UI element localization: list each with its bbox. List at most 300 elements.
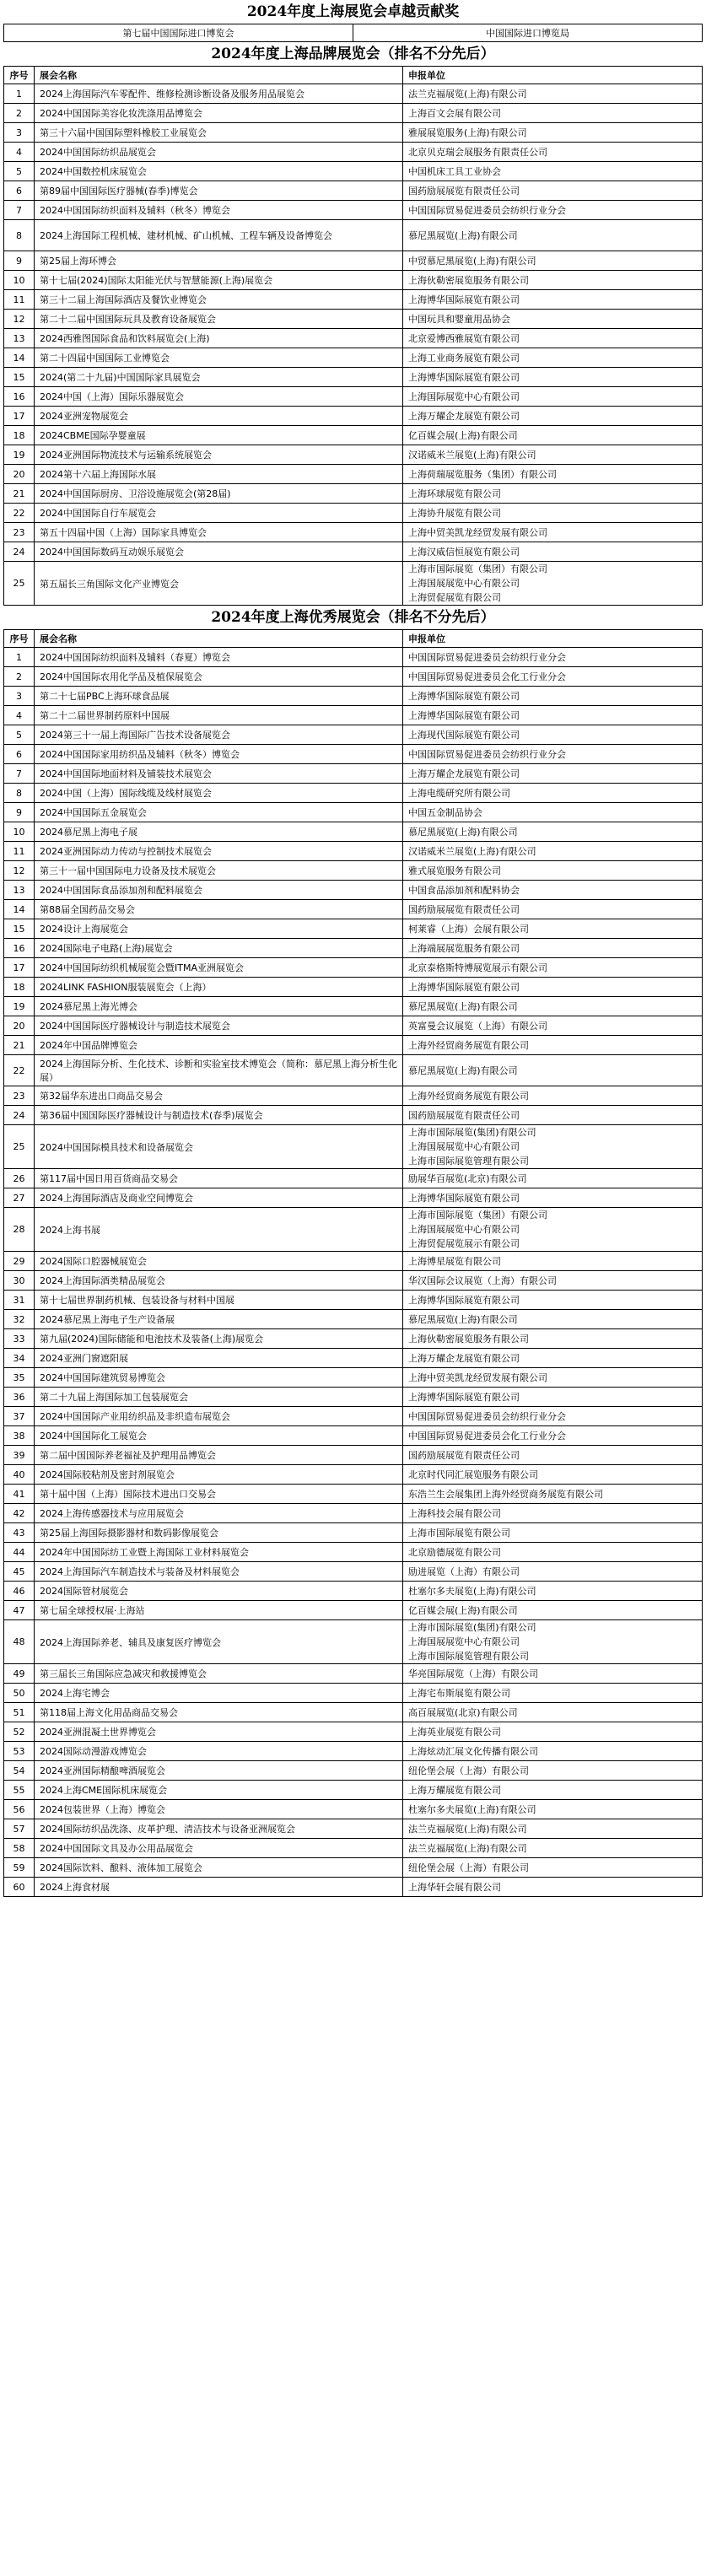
exhibition-name: 2024年中国国际纺工业暨上海国际工业材料展览会 <box>35 1543 403 1562</box>
exhibition-name: 2024上海书展 <box>35 1208 403 1252</box>
row-number: 12 <box>4 861 35 881</box>
exhibition-name: 2024亚洲宠物展览会 <box>35 407 403 426</box>
table-row <box>4 426 703 445</box>
table-row <box>4 1291 703 1310</box>
applicant-unit <box>403 1407 703 1426</box>
exhibition-name: 第二届中国国际养老福祉及护理用品博览会 <box>35 1446 403 1465</box>
row-number: 5 <box>4 725 35 745</box>
row-number: 10 <box>4 822 35 842</box>
exhibition-name: 2024中国国际化工展览会 <box>35 1426 403 1446</box>
applicant-unit-line: 中国国际贸易促进委员会纺织行业分会 <box>408 204 566 216</box>
applicant-unit-line: 上海百文会展有限公司 <box>408 107 501 119</box>
applicant-unit-line: 励展华百展览(北京)有限公司 <box>408 1172 527 1184</box>
applicant-unit <box>403 1761 703 1781</box>
table-row <box>4 1036 703 1055</box>
exhibition-name: 2024中国国际产业用纺织品及非织造布展览会 <box>35 1407 403 1426</box>
table-row <box>4 1055 703 1086</box>
row-number: 13 <box>4 881 35 900</box>
applicant-unit <box>403 143 703 162</box>
exhibition-name: 第89届中国国际医疗器械(春季)博览会 <box>35 181 403 201</box>
award-unit: 中国国际进口博览局 <box>353 24 703 42</box>
applicant-unit <box>403 706 703 725</box>
applicant-unit <box>403 84 703 104</box>
row-number: 29 <box>4 1252 35 1271</box>
award-table <box>3 24 703 42</box>
applicant-unit-line: 上海贸促展览展示有限公司 <box>408 1238 520 1249</box>
applicant-unit-line: 上海万耀展览有限公司 <box>408 1784 501 1796</box>
exhibition-name: 第三十六届中国国际塑料橡胶工业展览会 <box>35 123 403 143</box>
table-row <box>4 310 703 329</box>
applicant-unit-line: 励进展览（上海）有限公司 <box>408 1566 520 1577</box>
applicant-unit <box>403 201 703 220</box>
row-number: 19 <box>4 997 35 1016</box>
table-row <box>4 523 703 542</box>
table-row <box>4 1800 703 1819</box>
row-number: 6 <box>4 745 35 764</box>
table-row <box>4 803 703 822</box>
applicant-unit-line: 上海博华国际展览有限公司 <box>408 1192 520 1204</box>
exhibition-name: 第118届上海文化用品商品交易会 <box>35 1703 403 1722</box>
applicant-unit <box>403 1271 703 1291</box>
applicant-unit-line: 华亮国际展览（上海）有限公司 <box>408 1668 538 1679</box>
award-exhibition-name: 第七届中国国际进口博览会 <box>4 24 353 42</box>
applicant-unit-line: 上海国展展览中心有限公司 <box>408 1636 520 1647</box>
exhibition-name: 2024年中国品牌博览会 <box>35 1036 403 1055</box>
row-number: 39 <box>4 1446 35 1465</box>
applicant-unit-line: 国药励展展览有限责任公司 <box>408 903 520 915</box>
table-row <box>4 465 703 484</box>
exhibition-name: 2024中国国际地面材料及铺装技术展览会 <box>35 764 403 784</box>
column-header-name: 展会名称 <box>35 67 403 84</box>
table-row <box>4 978 703 997</box>
brand-table-body <box>4 84 703 606</box>
applicant-unit-line: 雅展展览服务(上海)有限公司 <box>408 127 527 138</box>
row-number: 11 <box>4 842 35 861</box>
applicant-unit <box>403 368 703 387</box>
row-number: 3 <box>4 687 35 706</box>
applicant-unit <box>403 1722 703 1742</box>
table-row <box>4 1504 703 1523</box>
applicant-unit-line: 慕尼黑展览(上海)有限公司 <box>408 1313 518 1325</box>
row-number: 22 <box>4 1055 35 1086</box>
table-row <box>4 407 703 426</box>
row-number: 38 <box>4 1426 35 1446</box>
applicant-unit <box>403 523 703 542</box>
row-number: 56 <box>4 1800 35 1819</box>
table-row <box>4 271 703 290</box>
applicant-unit-line: 上海环球展览有限公司 <box>408 488 501 499</box>
applicant-unit <box>403 220 703 251</box>
row-number: 20 <box>4 465 35 484</box>
exhibition-name: 第十七届(2024)国际太阳能光伏与智慧能源(上海)展览会 <box>35 271 403 290</box>
row-number: 3 <box>4 123 35 143</box>
table-row <box>4 1562 703 1582</box>
table-row <box>4 861 703 881</box>
row-number: 48 <box>4 1620 35 1664</box>
row-number: 37 <box>4 1407 35 1426</box>
exhibition-name: 2024中国国际文具及办公用品展览会 <box>35 1839 403 1858</box>
exhibition-name: 2024国际动漫游戏博览会 <box>35 1742 403 1761</box>
exhibition-name: 2024中国国际纺织机械展览会暨ITMA亚洲展览会 <box>35 958 403 978</box>
exhibition-name: 2024中国（上海）国际线缆及线材展览会 <box>35 784 403 803</box>
applicant-unit <box>403 1858 703 1878</box>
row-number: 7 <box>4 764 35 784</box>
exhibition-name: 2024国际饮料、酿料、液体加工展览会 <box>35 1858 403 1878</box>
applicant-unit-line: 北京爱博西雅展览有限公司 <box>408 332 520 344</box>
exhibition-name: 2024国际纺织品洗涤、皮革护理、清洁技术与设备亚洲展览会 <box>35 1819 403 1839</box>
applicant-unit <box>403 1446 703 1465</box>
applicant-unit-line: 柯莱睿（上海）会展有限公司 <box>408 923 529 935</box>
table-row <box>4 1742 703 1761</box>
table-row <box>4 648 703 667</box>
table-row <box>4 24 703 42</box>
applicant-unit <box>403 1504 703 1523</box>
row-number: 22 <box>4 504 35 523</box>
applicant-unit-line: 华汉国际会议展览（上海）有限公司 <box>408 1275 557 1286</box>
table-row <box>4 687 703 706</box>
exhibition-name: 第三十二届上海国际酒店及餐饮业博览会 <box>35 290 403 310</box>
applicant-unit-line: 纽伦堡会展（上海）有限公司 <box>408 1765 529 1776</box>
exhibition-name: 2024上海国际酒店及商业空间博览会 <box>35 1188 403 1208</box>
applicant-unit-line: 上海外经贸商务展览有限公司 <box>408 1039 529 1051</box>
row-number: 52 <box>4 1722 35 1742</box>
applicant-unit <box>403 1800 703 1819</box>
table-row <box>4 1601 703 1620</box>
column-header-no: 序号 <box>4 67 35 84</box>
table-row <box>4 1125 703 1169</box>
award-title: 2024年度上海展览会卓越贡献奖 <box>246 3 460 20</box>
applicant-unit-line: 中国国际贸易促进委员会纺织行业分会 <box>408 1410 566 1422</box>
table-row <box>4 1169 703 1188</box>
row-number: 55 <box>4 1781 35 1800</box>
row-number: 19 <box>4 445 35 465</box>
applicant-unit-line: 上海博华国际展览有限公司 <box>408 1391 520 1403</box>
applicant-unit <box>403 1703 703 1722</box>
applicant-unit-line: 上海国展展览中心有限公司 <box>408 1224 520 1235</box>
exhibition-name: 2024上海国际汽车制造技术与装备及材料展览会 <box>35 1562 403 1582</box>
applicant-unit-line: 上海汉威信恒展览有限公司 <box>408 546 520 558</box>
excellent-section-title: 2024年度上海优秀展览会（排名不分先后） <box>211 609 495 626</box>
applicant-unit-line: 上海伙勒密展览服务有限公司 <box>408 1333 529 1345</box>
applicant-unit-line: 上海科技会展有限公司 <box>408 1507 501 1519</box>
exhibition-name: 2024国际电子电路(上海)展览会 <box>35 939 403 958</box>
applicant-unit <box>403 881 703 900</box>
applicant-unit <box>403 123 703 143</box>
applicant-unit-line: 上海市国际展览有限公司 <box>408 1527 510 1539</box>
exhibition-name: 第七届全球授权展·上海站 <box>35 1601 403 1620</box>
table-row <box>4 1329 703 1349</box>
applicant-unit <box>403 1839 703 1858</box>
exhibition-name: 2024亚洲门窗遮阳展 <box>35 1349 403 1368</box>
applicant-unit-line: 汉诺威米兰展览(上海)有限公司 <box>408 845 536 857</box>
table-row <box>4 1208 703 1252</box>
table-row <box>4 1819 703 1839</box>
applicant-unit <box>403 822 703 842</box>
table-row <box>4 784 703 803</box>
row-number: 16 <box>4 387 35 407</box>
exhibition-name: 2024中国国际家用纺织品及辅料（秋冬）博览会 <box>35 745 403 764</box>
applicant-unit <box>403 1036 703 1055</box>
applicant-unit-line: 杜塞尔多夫展览(上海)有限公司 <box>408 1803 536 1815</box>
row-number: 25 <box>4 562 35 606</box>
exhibition-name: 2024上海宅博会 <box>35 1684 403 1703</box>
applicant-unit-line: 中国玩具和婴童用品协会 <box>408 313 510 325</box>
row-number: 5 <box>4 162 35 181</box>
table-row <box>4 842 703 861</box>
applicant-unit-line: 中国国际贸易促进委员会纺织行业分会 <box>408 748 566 760</box>
applicant-unit <box>403 310 703 329</box>
applicant-unit-line: 汉诺威米兰展览(上海)有限公司 <box>408 449 536 461</box>
exhibition-name: 2024上海国际工程机械、建材机械、矿山机械、工程车辆及设备博览会 <box>35 220 403 251</box>
exhibition-name: 2024中国国际纺织品展览会 <box>35 143 403 162</box>
table-row <box>4 1407 703 1426</box>
applicant-unit <box>403 162 703 181</box>
applicant-unit-line: 上海国际展览中心有限公司 <box>408 391 520 402</box>
applicant-unit <box>403 687 703 706</box>
applicant-unit-line: 上海市国际展览管理有限公司 <box>408 1156 529 1167</box>
exhibition-name: 第二十七届PBC上海环球食品展 <box>35 687 403 706</box>
applicant-unit <box>403 465 703 484</box>
row-number: 24 <box>4 542 35 562</box>
exhibition-name: 2024(第二十九届)中国国际家具展览会 <box>35 368 403 387</box>
applicant-unit <box>403 919 703 939</box>
table-row <box>4 1310 703 1329</box>
applicant-unit <box>403 842 703 861</box>
exhibition-name: 第二十二届中国国际玩具及教育设备展览会 <box>35 310 403 329</box>
row-number: 47 <box>4 1601 35 1620</box>
applicant-unit-line: 中国五金制品协会 <box>408 806 482 818</box>
row-number: 54 <box>4 1761 35 1781</box>
exhibition-name: 2024上海国际养老、辅具及康复医疗博览会 <box>35 1620 403 1664</box>
row-number: 35 <box>4 1368 35 1388</box>
row-number: 25 <box>4 1125 35 1169</box>
table-row <box>4 822 703 842</box>
applicant-unit-line: 上海市国际展览（集团）有限公司 <box>408 1210 547 1221</box>
table-row <box>4 123 703 143</box>
exhibition-name: 第36届中国国际医疗器械设计与制造技术(春季)展览会 <box>35 1106 403 1125</box>
applicant-unit <box>403 1106 703 1125</box>
table-row <box>4 562 703 606</box>
table-row <box>4 220 703 251</box>
exhibition-name: 2024中国国际厨房、卫浴设施展览会(第28届) <box>35 484 403 504</box>
table-row <box>4 1106 703 1125</box>
table-row <box>4 387 703 407</box>
row-number: 9 <box>4 803 35 822</box>
row-number: 8 <box>4 784 35 803</box>
row-number: 20 <box>4 1016 35 1036</box>
exhibition-name: 2024上海食材展 <box>35 1878 403 1897</box>
applicant-unit-line: 中国国际贸易促进委员会纺织行业分会 <box>408 651 566 663</box>
exhibition-name: 第二十二届世界制药原料中国展 <box>35 706 403 725</box>
applicant-unit <box>403 387 703 407</box>
row-number: 40 <box>4 1465 35 1485</box>
applicant-unit-line: 慕尼黑展览(上海)有限公司 <box>408 1064 518 1076</box>
row-number: 4 <box>4 706 35 725</box>
applicant-unit <box>403 1562 703 1582</box>
applicant-unit-line: 上海华轩会展有限公司 <box>408 1881 501 1893</box>
table-row <box>4 1620 703 1664</box>
applicant-unit-line: 法兰克福展览(上海)有限公司 <box>408 1842 527 1854</box>
table-row <box>4 958 703 978</box>
table-row <box>4 881 703 900</box>
table-row <box>4 1485 703 1504</box>
exhibition-name: 2024LINK FASHION服装展览会（上海） <box>35 978 403 997</box>
row-number: 26 <box>4 1169 35 1188</box>
applicant-unit <box>403 725 703 745</box>
applicant-unit <box>403 329 703 348</box>
exhibition-name: 2024亚洲国际物流技术与运输系统展览会 <box>35 445 403 465</box>
table-row <box>4 143 703 162</box>
applicant-unit-line: 上海国展展览中心有限公司 <box>408 578 520 589</box>
exhibition-name: 第三十一届中国国际电力设备及技术展览会 <box>35 861 403 881</box>
row-number: 17 <box>4 407 35 426</box>
applicant-unit <box>403 1684 703 1703</box>
applicant-unit-line: 国药励展展览有限责任公司 <box>408 1449 520 1461</box>
applicant-unit <box>403 1426 703 1446</box>
row-number: 15 <box>4 368 35 387</box>
table-row <box>4 1703 703 1722</box>
exhibition-name: 2024上海国际酒类精品展览会 <box>35 1271 403 1291</box>
exhibition-name: 2024中国国际纺织面料及辅料（秋冬）博览会 <box>35 201 403 220</box>
table-row <box>4 1684 703 1703</box>
applicant-unit-line: 上海中贸美凯龙经贸发展有限公司 <box>408 526 547 538</box>
row-number: 33 <box>4 1329 35 1349</box>
row-number: 4 <box>4 143 35 162</box>
row-number: 21 <box>4 1036 35 1055</box>
exhibition-name: 2024上海传感器技术与应用展览会 <box>35 1504 403 1523</box>
table-row <box>4 1446 703 1465</box>
row-number: 27 <box>4 1188 35 1208</box>
applicant-unit <box>403 1291 703 1310</box>
table-row <box>4 1664 703 1684</box>
exhibition-name: 2024第十六届上海国际水展 <box>35 465 403 484</box>
exhibition-name: 2024包装世界（上海）博览会 <box>35 1800 403 1819</box>
applicant-unit-line: 上海端展展览服务有限公司 <box>408 942 520 954</box>
exhibition-name: 第十届中国（上海）国际技术进出口交易会 <box>35 1485 403 1504</box>
applicant-unit <box>403 542 703 562</box>
applicant-unit <box>403 1523 703 1543</box>
row-number: 42 <box>4 1504 35 1523</box>
row-number: 1 <box>4 648 35 667</box>
table-row <box>4 104 703 123</box>
row-number: 2 <box>4 667 35 687</box>
applicant-unit <box>403 1208 703 1252</box>
brand-table <box>3 66 703 606</box>
table-row <box>4 1465 703 1485</box>
table-row <box>4 764 703 784</box>
exhibition-name: 2024中国国际五金展览会 <box>35 803 403 822</box>
exhibition-name: 2024慕尼黑上海电子展 <box>35 822 403 842</box>
row-number: 8 <box>4 220 35 251</box>
exhibition-name: 2024上海CME国际机床展览会 <box>35 1781 403 1800</box>
excellent-table <box>3 629 703 1897</box>
exhibition-name: 2024第三十一届上海国际广告技术设备展览会 <box>35 725 403 745</box>
applicant-unit-line: 上海博星展览有限公司 <box>408 1255 501 1267</box>
exhibition-name: 2024中国国际自行车展览会 <box>35 504 403 523</box>
table-row <box>4 706 703 725</box>
applicant-unit <box>403 1349 703 1368</box>
exhibition-name: 第三届长三角国际应急减灾和救援博览会 <box>35 1664 403 1684</box>
applicant-unit-line: 东浩兰生会展集团上海外经贸商务展览有限公司 <box>408 1488 603 1500</box>
table-row <box>4 542 703 562</box>
table-row <box>4 1722 703 1742</box>
applicant-unit-line: 北京泰格斯特博展览展示有限公司 <box>408 962 547 973</box>
row-number: 60 <box>4 1878 35 1897</box>
applicant-unit <box>403 290 703 310</box>
applicant-unit <box>403 667 703 687</box>
table-row <box>4 1086 703 1106</box>
table-row <box>4 1858 703 1878</box>
applicant-unit-line: 纽伦堡会展（上海）有限公司 <box>408 1862 529 1873</box>
excellent-table-body <box>4 648 703 1897</box>
applicant-unit <box>403 104 703 123</box>
applicant-unit-line: 上海市国际展览(集团)有限公司 <box>408 1622 536 1633</box>
row-number: 31 <box>4 1291 35 1310</box>
applicant-unit <box>403 939 703 958</box>
exhibition-name: 2024亚洲混凝土世界博览会 <box>35 1722 403 1742</box>
applicant-unit <box>403 1188 703 1208</box>
exhibition-name: 第五届长三角国际文化产业博览会 <box>35 562 403 606</box>
exhibition-name: 2024中国国际食品添加剂和配料展览会 <box>35 881 403 900</box>
row-number: 10 <box>4 271 35 290</box>
applicant-unit-line: 上海外经贸商务展览有限公司 <box>408 1090 529 1102</box>
applicant-unit-line: 上海市国际展览管理有限公司 <box>408 1651 529 1662</box>
applicant-unit <box>403 1368 703 1388</box>
row-number: 49 <box>4 1664 35 1684</box>
row-number: 34 <box>4 1349 35 1368</box>
table-row <box>4 84 703 104</box>
exhibition-name: 2024中国国际美容化妆洗涤用品博览会 <box>35 104 403 123</box>
table-header-row <box>4 67 703 84</box>
applicant-unit-line: 上海英业展览有限公司 <box>408 1726 501 1738</box>
exhibition-name: 2024设计上海展览会 <box>35 919 403 939</box>
exhibition-name: 2024中国国际建筑贸易博览会 <box>35 1368 403 1388</box>
applicant-unit-line: 亿百媒会展(上海)有限公司 <box>408 429 518 441</box>
row-number: 53 <box>4 1742 35 1761</box>
table-header-row <box>4 630 703 648</box>
applicant-unit-line: 法兰克福展览(上海)有限公司 <box>408 88 527 100</box>
applicant-unit <box>403 407 703 426</box>
table-row <box>4 1271 703 1291</box>
table-row <box>4 484 703 504</box>
applicant-unit-line: 中国国际贸易促进委员会化工行业分会 <box>408 1430 566 1442</box>
table-row <box>4 1523 703 1543</box>
applicant-unit <box>403 1169 703 1188</box>
applicant-unit <box>403 1465 703 1485</box>
applicant-unit-line: 国药励展展览有限责任公司 <box>408 1109 520 1121</box>
applicant-unit-line: 北京励德展览有限公司 <box>408 1546 501 1558</box>
row-number: 23 <box>4 1086 35 1106</box>
exhibition-name: 2024中国国际数码互动娱乐展览会 <box>35 542 403 562</box>
table-row <box>4 181 703 201</box>
applicant-unit-line: 上海市国际展览（集团）有限公司 <box>408 563 547 574</box>
row-number: 43 <box>4 1523 35 1543</box>
exhibition-name: 第二十四届中国国际工业博览会 <box>35 348 403 368</box>
applicant-unit <box>403 764 703 784</box>
applicant-unit-line: 上海万耀企龙展览有限公司 <box>408 410 520 422</box>
applicant-unit-line: 慕尼黑展览(上海)有限公司 <box>408 229 518 241</box>
applicant-unit-line: 国药励展展览有限责任公司 <box>408 185 520 197</box>
table-row <box>4 725 703 745</box>
applicant-unit-line: 上海现代国际展览有限公司 <box>408 729 520 741</box>
table-row <box>4 290 703 310</box>
applicant-unit-line: 上海工业商务展览有限公司 <box>408 352 520 364</box>
exhibition-name: 2024亚洲国际精酿啤酒展览会 <box>35 1761 403 1781</box>
row-number: 11 <box>4 290 35 310</box>
applicant-unit <box>403 1582 703 1601</box>
applicant-unit-line: 北京时代同汇展览服务有限公司 <box>408 1469 538 1480</box>
applicant-unit-line: 上海荷瑞展览服务（集团）有限公司 <box>408 468 557 480</box>
